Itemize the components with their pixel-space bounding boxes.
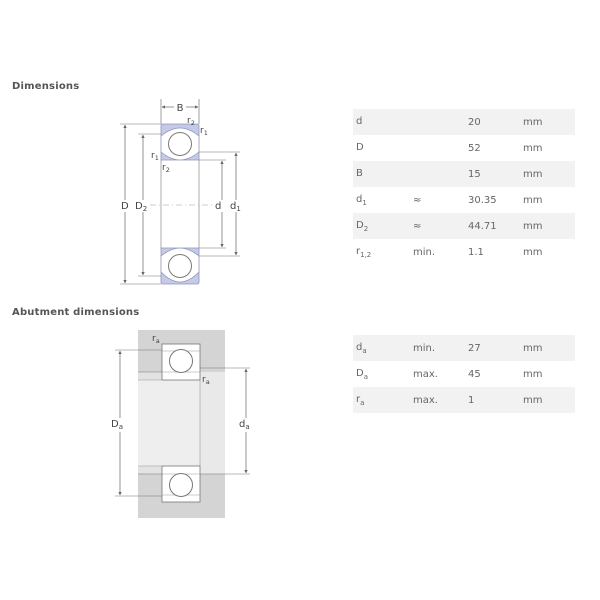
svg-text:d1: $d_1$ [230, 201, 241, 213]
table-row: D 52 mm [356, 141, 543, 154]
table-row: $d_a$ min. 27 mm [353, 335, 575, 361]
bore-diameter-dimension [199, 160, 226, 248]
bearing-bottom-section [161, 248, 199, 284]
abutment-dimensions-table [353, 335, 575, 413]
bearing-top-section [161, 124, 199, 160]
label-d1: d [230, 201, 237, 212]
svg-text:r1: $r_1$ [151, 151, 159, 162]
label-ra-side: r [202, 375, 206, 385]
svg-text:da: $d_a$ [239, 419, 250, 431]
table-row: $d_1$ ≈ 30.35 mm [356, 193, 543, 207]
svg-text:Da: $D_a$ [111, 419, 123, 431]
ball-bottom [169, 255, 192, 278]
svg-text:r2: $r_2$ [162, 163, 170, 174]
ball-top [169, 133, 192, 156]
abutment-diagram [111, 330, 250, 518]
label-ra-top: r [152, 334, 156, 344]
svg-text:r2: $r_2$ [187, 116, 195, 127]
label-D2: D [135, 201, 143, 212]
svg-text:ra: $r_a$ [152, 334, 160, 345]
table-row: $r_a$ max. 1 mm [353, 387, 575, 413]
label-B: B [176, 103, 184, 114]
table-row: $D_a$ max. 45 mm [356, 367, 543, 381]
svg-text:D2: $D_2$ [135, 201, 148, 213]
svg-text:ra: $r_a$ [202, 375, 210, 386]
label-d: d [215, 201, 222, 212]
table-row: d 20 mm [353, 109, 575, 135]
dimensions-table [353, 109, 575, 265]
label-Da: D [111, 419, 119, 430]
table-row: $r_{1,2}$ min. 1.1 mm [356, 245, 543, 259]
dimensions-heading: Dimensions [12, 81, 80, 92]
abutment-dimensions-heading: Abutment dimensions [12, 307, 140, 318]
svg-text:r1: $r_1$ [200, 126, 208, 137]
label-D: D [121, 201, 129, 212]
table-row: B 15 mm [353, 161, 575, 187]
label-da: d [239, 419, 246, 430]
table-row: $D_2$ ≈ 44.71 mm [353, 213, 575, 239]
